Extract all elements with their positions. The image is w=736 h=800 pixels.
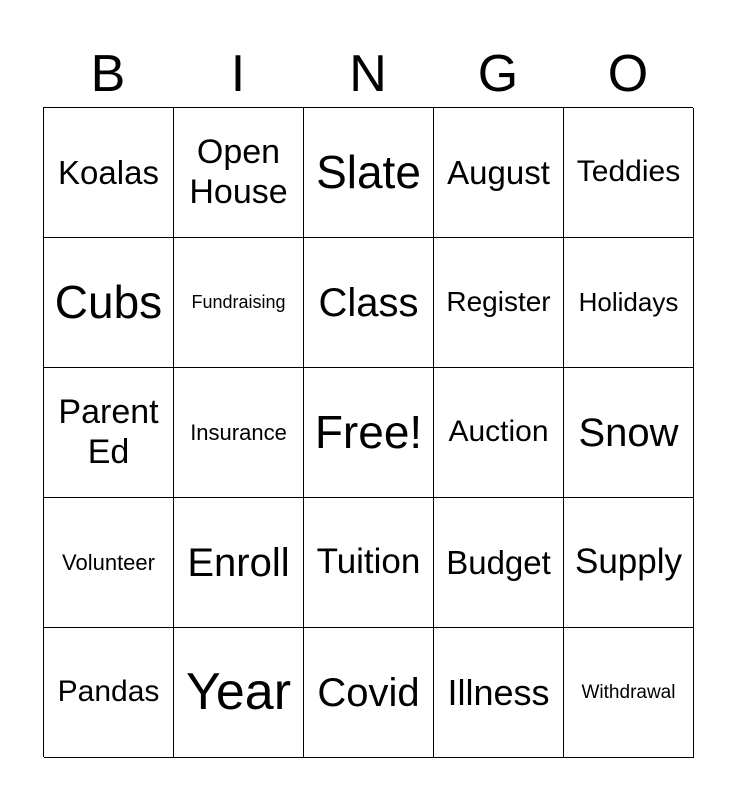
bingo-cell[interactable]: Auction xyxy=(434,368,564,498)
bingo-cell[interactable]: Parent Ed xyxy=(44,368,174,498)
bingo-cell[interactable]: Teddies xyxy=(564,108,694,238)
bingo-cell[interactable]: Fundraising xyxy=(174,238,304,368)
bingo-cell[interactable]: Withdrawal xyxy=(564,628,694,758)
bingo-cell[interactable]: Cubs xyxy=(44,238,174,368)
bingo-cell[interactable]: Enroll xyxy=(174,498,304,628)
bingo-cell[interactable]: Slate xyxy=(304,108,434,238)
header-letter-o: O xyxy=(607,45,649,103)
bingo-cell[interactable]: Pandas xyxy=(44,628,174,758)
bingo-cell[interactable]: Illness xyxy=(434,628,564,758)
header-letter-i: I xyxy=(230,45,246,103)
bingo-cell[interactable]: Koalas xyxy=(44,108,174,238)
bingo-cell[interactable]: August xyxy=(434,108,564,238)
bingo-cell[interactable]: Holidays xyxy=(564,238,694,368)
bingo-cell[interactable]: Class xyxy=(304,238,434,368)
bingo-cell[interactable]: Tuition xyxy=(304,498,434,628)
bingo-cell[interactable]: Budget xyxy=(434,498,564,628)
header-letter-n: N xyxy=(349,45,387,103)
bingo-cell[interactable]: Volunteer xyxy=(44,498,174,628)
bingo-cell[interactable]: Snow xyxy=(564,368,694,498)
header-letter-b: B xyxy=(90,45,126,103)
bingo-cell[interactable]: Insurance xyxy=(174,368,304,498)
bingo-board xyxy=(43,107,693,757)
bingo-cell[interactable]: Covid xyxy=(304,628,434,758)
bingo-cell[interactable]: Year xyxy=(174,628,304,758)
header-letter-g: G xyxy=(477,45,519,103)
bingo-cell[interactable]: Supply xyxy=(564,498,694,628)
bingo-cell[interactable]: Open House xyxy=(174,108,304,238)
bingo-cell[interactable]: Free! xyxy=(304,368,434,498)
bingo-cell[interactable]: Register xyxy=(434,238,564,368)
bingo-header xyxy=(43,40,693,108)
